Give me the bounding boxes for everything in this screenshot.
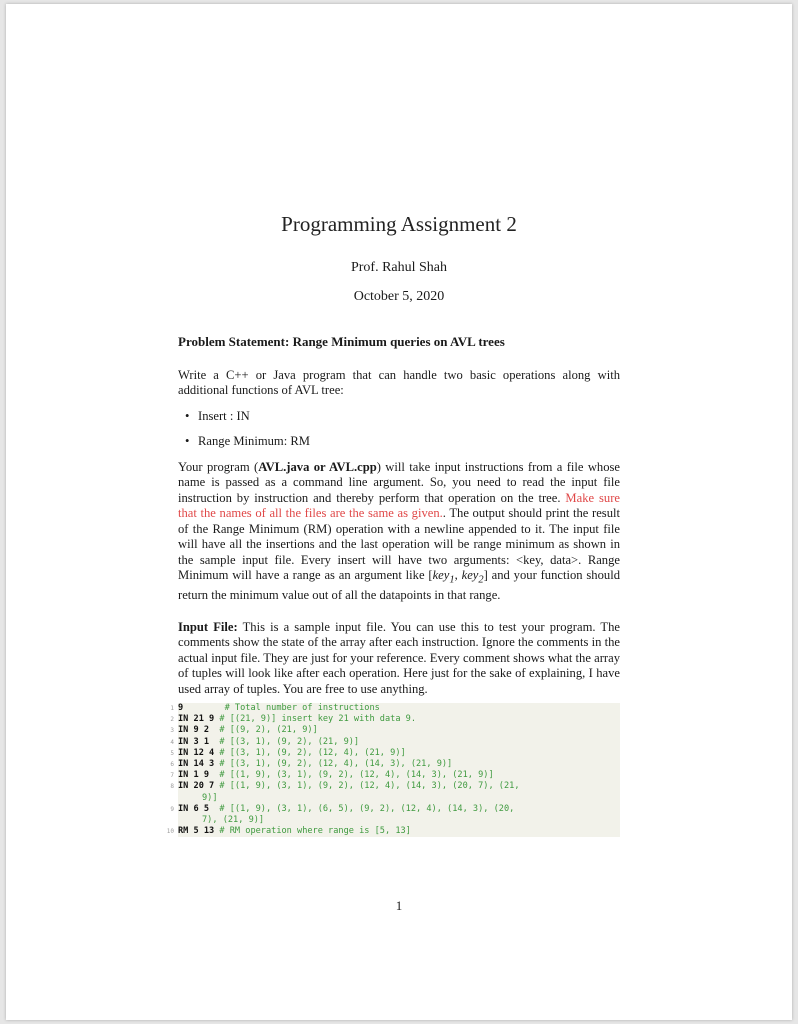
code-comment: # [(9, 2), (21, 9)] <box>219 725 318 736</box>
code-line <box>170 781 620 792</box>
desc-text: , <box>454 568 462 582</box>
code-line <box>170 714 620 725</box>
code-comment: # [(3, 1), (9, 2), (12, 4), (21, 9)] <box>219 747 406 758</box>
code-listing <box>166 703 620 837</box>
code-comment: # [(1, 9), (3, 1), (6, 5), (9, 2), (12, 4), (14, 3), (20, <box>219 803 515 814</box>
list-item-text: Range Minimum: RM <box>198 434 310 448</box>
line-number: 3 <box>170 727 174 735</box>
code-line <box>170 725 620 736</box>
line-number: 5 <box>170 749 174 757</box>
code-line <box>170 759 620 770</box>
line-number: 6 <box>170 761 174 769</box>
key2-symbol: key$_2$ <box>461 568 484 586</box>
code-comment: # [(3, 1), (9, 2), (12, 4), (14, 3), (21, 9)] <box>219 759 453 770</box>
warning-text: Make sure that the names of all the files are the same as given. <box>178 490 620 520</box>
line-number: 8 <box>170 783 174 791</box>
code-command: IN 6 5 <box>178 803 220 814</box>
code-command: IN 12 4 <box>178 747 220 758</box>
line-number: 4 <box>170 738 174 746</box>
bullet-icon: • <box>185 408 190 423</box>
code-line-continuation <box>178 815 620 826</box>
line-number: 10 <box>166 828 174 836</box>
input-file-text: This is a sample input file. You can use this to test your program. The comments show the state of the array after each instruction. Ignore the comments in the actual input file. They are just for your reference. Every comment shows what the array of tuples will look like after each operation. Here just for the sake of explaining, I have used array of tuples. You are free to use anything. <box>178 619 620 696</box>
desc-text: Your program ( <box>178 459 259 474</box>
code-command: IN 20 7 <box>178 781 220 792</box>
page-number: 1 <box>395 898 403 913</box>
line-number: 1 <box>170 705 174 713</box>
code-command: RM 5 13 <box>178 826 220 837</box>
line-number: 7 <box>170 772 174 780</box>
desc-text: ) will take input instructions from a file whose name is passed as a command line argument. So, you need to read the input file instruction by instruction and thereby perform that operation on the tree. <box>178 459 621 505</box>
list-item <box>185 408 620 425</box>
code-comment: # [(21, 9)] insert key 21 with data 9. <box>219 714 417 725</box>
code-comment: # [(1, 9), (3, 1), (9, 2), (12, 4), (14, 3), (20, 7), (21, <box>219 781 520 792</box>
operations-list <box>178 409 620 450</box>
code-line <box>170 770 620 781</box>
code-command: IN 9 2 <box>178 725 220 736</box>
document-body <box>166 334 621 837</box>
code-command: IN 1 9 <box>178 770 220 781</box>
file-names: AVL.java or AVL.cpp <box>258 459 377 474</box>
problem-heading: Problem Statement: Range Minimum queries on AVL trees <box>178 334 505 349</box>
code-comment: 7), (21, 9)] <box>202 815 265 826</box>
list-item <box>185 434 620 450</box>
code-comment: # RM operation where range is [5, 13] <box>219 826 411 837</box>
line-number: 9 <box>170 805 174 813</box>
document-title: Programming Assignment 2 <box>281 212 517 236</box>
code-line-continuation <box>178 793 620 804</box>
desc-text: ] and your function should return the minimum value out of all the datapoints in that range. <box>178 568 620 603</box>
intro-paragraph: Write a C++ or Java program that can handle two basic operations along with additional functions of AVL tree: <box>178 367 620 397</box>
input-file-label: Input File: <box>178 619 238 634</box>
bullet-icon: • <box>185 434 190 448</box>
program-description <box>178 460 620 604</box>
input-file-paragraph <box>178 620 620 698</box>
code-line <box>170 736 620 748</box>
code-line <box>170 803 620 815</box>
document-page <box>6 4 792 1020</box>
code-comment: # Total number of instructions <box>224 703 380 714</box>
code-command: IN 21 9 <box>178 714 220 725</box>
desc-text: . The output should print the result of the Range Minimum (RM) operation with a newline appended to it. The input file will have all the insertions and the last operation will be range minimum as shown in the sample input file. Every insert will have two arguments: <key, data>. Range Minimum will have a range as an argument like [ <box>178 506 620 582</box>
code-comment: # [(3, 1), (9, 2), (21, 9)] <box>219 736 360 747</box>
code-line <box>170 703 620 714</box>
code-line <box>170 747 620 759</box>
document-author: Prof. Rahul Shah <box>350 260 448 275</box>
code-comment: # [(1, 9), (3, 1), (9, 2), (12, 4), (14, 3), (21, 9)] <box>219 770 494 781</box>
key1-symbol: key$_1$ <box>432 568 455 586</box>
code-command: IN 14 3 <box>178 759 220 770</box>
code-command: IN 3 1 <box>178 736 220 747</box>
document-date: October 5, 2020 <box>353 289 445 304</box>
list-item-text: Insert : IN <box>198 408 250 423</box>
code-comment: 9)] <box>202 792 218 803</box>
code-command: 9 <box>178 703 225 714</box>
code-line <box>166 826 620 837</box>
line-number: 2 <box>170 716 174 724</box>
